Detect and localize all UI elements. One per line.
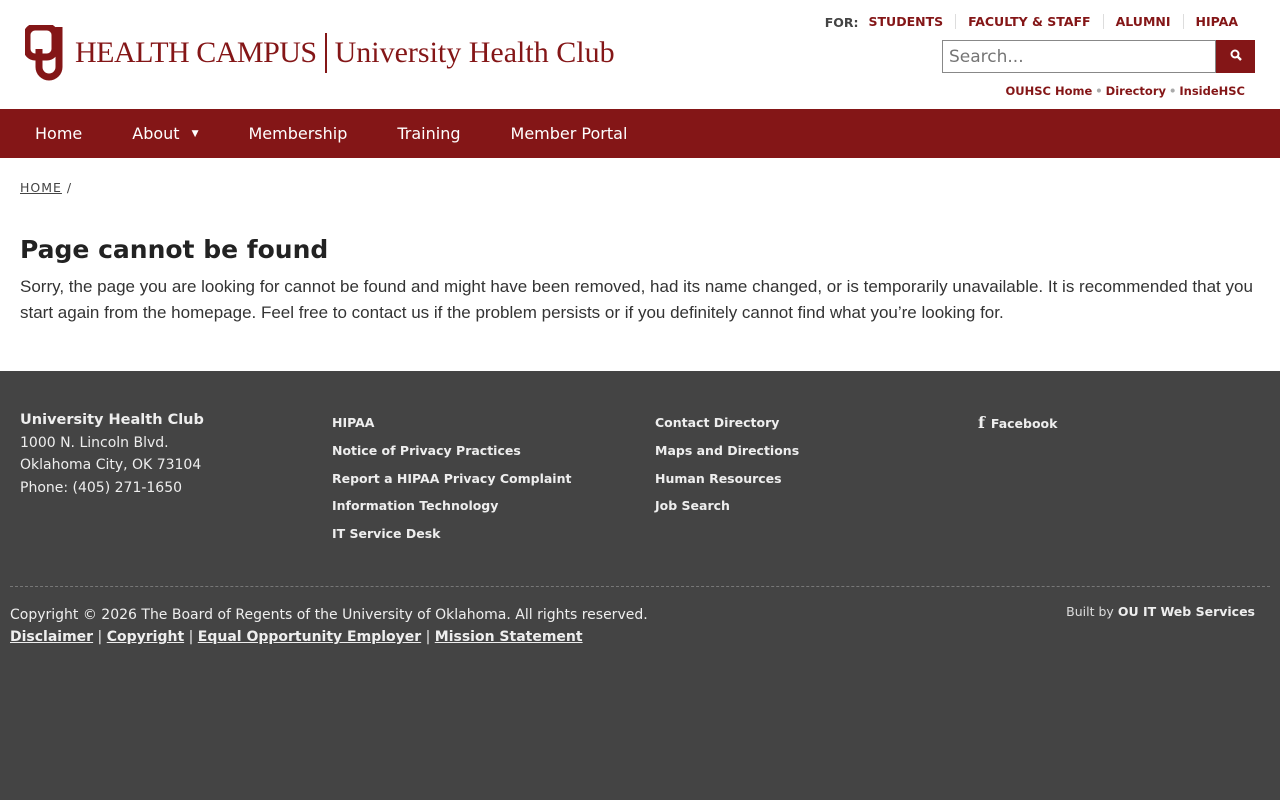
link-disclaimer[interactable]: Disclaimer <box>10 629 94 645</box>
main-content <box>0 158 1280 371</box>
link-alumni[interactable]: ALUMNI <box>1103 14 1183 29</box>
nav-membership[interactable]: Membership <box>248 124 348 143</box>
built-by-name: OU IT Web Services <box>1117 604 1255 619</box>
error-message: Sorry, the page you are looking for cannot be found and might have been removed, had its name changed, or is temporarily unavailable. It is recommended that you start again from the homepage. Feel free to contact us if the problem persists or if you definitely cannot find what you’re looking for. <box>20 277 1253 322</box>
search-input[interactable] <box>942 40 1216 73</box>
copyright-text: Copyright © 2026 The Board of Regents of the University of Oklahoma. All rights reserved. <box>10 607 648 623</box>
footer-legal: Copyright © 2026 The Board of Regents of the University of Oklahoma. All rights reserved. Disclaimer | Copyright | Equal Opportunity Employer | Mission Statement <box>10 607 648 645</box>
footer-social <box>978 409 1057 438</box>
footer-link[interactable]: Report a HIPAA Privacy Complaint <box>332 470 572 486</box>
breadcrumb-home[interactable]: HOME <box>20 180 62 195</box>
logo-divider <box>325 33 327 73</box>
footer-link[interactable]: Contact Directory <box>655 415 780 430</box>
main-nav <box>0 109 1280 158</box>
footer-address-line1: 1000 N. Lincoln Blvd. <box>20 434 169 451</box>
site-header <box>0 0 1280 109</box>
search-form <box>942 40 1255 73</box>
caret-down-icon: ▼ <box>191 128 199 139</box>
footer-link[interactable]: HIPAA <box>332 415 375 430</box>
link-copyright[interactable]: Copyright <box>106 629 185 645</box>
link-mission-statement[interactable]: Mission Statement <box>434 629 583 645</box>
facebook-link[interactable] <box>978 409 1057 438</box>
footer-address-line2: Oklahoma City, OK 73104 <box>20 457 202 473</box>
link-equal-opportunity[interactable]: Equal Opportunity Employer <box>197 629 422 645</box>
quick-links <box>1006 84 1245 98</box>
nav-about[interactable] <box>132 124 198 143</box>
logo-health-campus: HEALTH CAMPUS <box>75 36 317 69</box>
footer-org-name: University Health Club <box>20 412 204 428</box>
link-faculty-staff[interactable]: FACULTY & STAFF <box>955 14 1103 29</box>
facebook-label: Facebook <box>990 416 1058 431</box>
link-ouhsc-home[interactable]: OUHSC Home <box>1005 84 1093 98</box>
built-by <box>1066 604 1255 619</box>
nav-home[interactable]: Home <box>35 124 83 143</box>
facebook-icon: f <box>978 413 985 432</box>
ou-logo-icon <box>25 25 69 81</box>
footer-links-col3 <box>655 409 799 520</box>
link-insidehsc[interactable]: InsideHSC <box>1179 84 1245 98</box>
breadcrumb <box>20 180 1260 195</box>
footer-link[interactable]: Notice of Privacy Practices <box>332 442 521 458</box>
footer-links-col2 <box>332 409 571 548</box>
link-hipaa[interactable]: HIPAA <box>1183 14 1250 29</box>
footer-link[interactable]: Maps and Directions <box>655 442 800 458</box>
audience-nav <box>825 12 1250 30</box>
nav-member-portal[interactable]: Member Portal <box>510 124 628 143</box>
nav-about-label: About <box>132 124 180 143</box>
built-by-prefix: Built by <box>1066 604 1114 619</box>
breadcrumb-separator: / <box>66 180 73 195</box>
logo-site-name: University Health Club <box>334 36 615 69</box>
footer-phone: Phone: (405) 271-1650 <box>20 479 183 496</box>
for-label: FOR: <box>824 15 859 30</box>
footer-link[interactable]: Job Search <box>655 498 730 514</box>
site-logo[interactable] <box>25 25 615 81</box>
footer-divider <box>10 586 1270 587</box>
footer-link[interactable]: Information Technology <box>332 498 499 514</box>
page-title: Page cannot be found <box>20 235 329 264</box>
search-button[interactable] <box>1216 40 1255 73</box>
link-directory[interactable]: Directory <box>1105 84 1166 98</box>
footer-link[interactable]: IT Service Desk <box>332 526 441 542</box>
nav-training[interactable]: Training <box>397 124 461 143</box>
bullet-separator: • <box>1169 84 1177 98</box>
footer-contact <box>20 409 204 499</box>
bullet-separator: • <box>1095 84 1103 98</box>
built-by-link[interactable] <box>1118 604 1255 619</box>
search-icon <box>1230 49 1242 64</box>
site-footer <box>0 371 1280 800</box>
footer-link[interactable]: Human Resources <box>655 470 782 486</box>
link-students[interactable]: STUDENTS <box>868 13 944 29</box>
